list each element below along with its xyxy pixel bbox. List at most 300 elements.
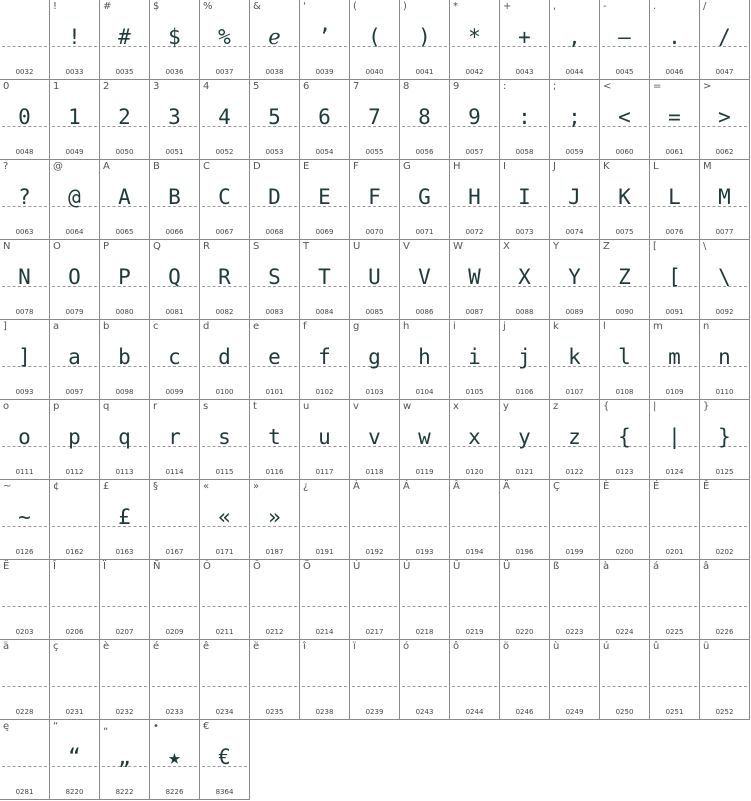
glyph-cell	[0, 80, 50, 160]
glyph-code: 0246	[515, 708, 534, 716]
glyph-cell-label: Z	[603, 241, 610, 252]
glyph-cell-label: 5	[253, 81, 260, 92]
glyph-cell-label: à	[603, 561, 610, 572]
glyph-cell-label: É	[653, 481, 660, 492]
glyph-cell-label: #	[103, 1, 112, 12]
glyph-cell-label: ö	[503, 641, 510, 652]
glyph-sample: u	[318, 425, 331, 449]
glyph-code: 0123	[615, 468, 634, 476]
glyph-cell-label: ,	[553, 1, 557, 12]
glyph-cell-label: ę	[3, 721, 10, 732]
glyph-code: 0059	[565, 148, 584, 156]
glyph-cell-label: ?	[3, 161, 9, 172]
glyph-cell	[550, 240, 600, 320]
glyph-cell	[450, 480, 500, 560]
glyph-code: 0083	[265, 308, 284, 316]
glyph-code: 0121	[515, 468, 534, 476]
glyph-sample: Q	[168, 265, 181, 289]
glyph-sample: 8	[418, 105, 431, 129]
glyph-sample	[650, 500, 699, 534]
glyph-sample: U	[368, 265, 381, 289]
glyph-code: 0097	[65, 388, 84, 396]
glyph-cell-label: 4	[203, 81, 210, 92]
glyph-cell	[700, 160, 750, 240]
glyph-cell-label: B	[153, 161, 160, 172]
glyph-cell	[500, 80, 550, 160]
glyph-sample	[400, 580, 449, 614]
glyph-cell-label: ç	[53, 641, 59, 652]
glyph-cell	[300, 160, 350, 240]
glyph-cell	[250, 240, 300, 320]
glyph-code: 0111	[15, 468, 34, 476]
glyph-code: 0114	[165, 468, 184, 476]
glyph-cell-label: R	[203, 241, 210, 252]
glyph-code: 0187	[265, 548, 284, 556]
glyph-sample: €	[218, 745, 231, 769]
glyph-cell	[500, 480, 550, 560]
glyph-cell-label: G	[403, 161, 411, 172]
glyph-sample	[550, 500, 599, 534]
glyph-sample: K	[618, 185, 631, 209]
glyph-cell-label: „	[103, 721, 109, 732]
glyph-cell	[250, 160, 300, 240]
glyph-code: 0052	[215, 148, 234, 156]
glyph-code: 0211	[215, 628, 234, 636]
glyph-code: 0194	[465, 548, 484, 556]
glyph-cell	[0, 320, 50, 400]
glyph-cell	[600, 0, 650, 80]
glyph-cell	[550, 480, 600, 560]
glyph-code: 0126	[15, 548, 34, 556]
glyph-code: 0105	[465, 388, 484, 396]
glyph-cell-label: >	[703, 81, 712, 92]
glyph-cell	[350, 240, 400, 320]
glyph-code: 0039	[315, 68, 334, 76]
glyph-code: 0239	[365, 708, 384, 716]
glyph-cell	[300, 80, 350, 160]
glyph-sample: 1	[68, 105, 81, 129]
glyph-cell	[250, 0, 300, 80]
glyph-cell-label: ï	[353, 641, 356, 652]
glyph-code: 8220	[65, 788, 84, 796]
glyph-cell	[100, 240, 150, 320]
glyph-sample: /	[718, 25, 731, 49]
glyph-cell-label: /	[703, 1, 707, 12]
glyph-cell	[400, 640, 450, 720]
glyph-cell	[600, 640, 650, 720]
glyph-cell	[350, 80, 400, 160]
glyph-cell-label: Ñ	[153, 561, 161, 572]
glyph-sample	[600, 660, 649, 694]
glyph-sample: ℯ	[268, 25, 281, 49]
glyph-cell	[250, 80, 300, 160]
glyph-sample: }	[718, 425, 731, 449]
glyph-cell	[200, 160, 250, 240]
glyph-sample: 7	[368, 105, 381, 129]
glyph-cell-label: ä	[3, 641, 10, 652]
glyph-cell	[500, 0, 550, 80]
glyph-code: 0171	[215, 548, 234, 556]
glyph-sample	[0, 580, 49, 614]
glyph-cell-label: )	[403, 1, 407, 12]
glyph-cell	[400, 560, 450, 640]
glyph-cell	[400, 320, 450, 400]
glyph-sample: Z	[618, 265, 631, 289]
glyph-sample: :	[518, 105, 531, 129]
glyph-sample	[300, 500, 349, 534]
glyph-cell	[500, 560, 550, 640]
glyph-sample: f	[318, 345, 331, 369]
glyph-cell-label: a	[53, 321, 60, 332]
glyph-sample: x	[468, 425, 481, 449]
glyph-sample	[500, 660, 549, 694]
glyph-code: 0234	[215, 708, 234, 716]
glyph-code: 0119	[415, 468, 434, 476]
glyph-code: 0101	[265, 388, 284, 396]
glyph-cell-label: {	[603, 401, 610, 412]
glyph-cell	[300, 640, 350, 720]
glyph-cell-label: W	[453, 241, 463, 252]
glyph-cell	[200, 400, 250, 480]
glyph-cell-label: J	[553, 161, 556, 172]
glyph-cell	[150, 480, 200, 560]
glyph-code: 0162	[65, 548, 84, 556]
glyph-sample: £	[118, 505, 131, 529]
glyph-code: 0107	[565, 388, 584, 396]
glyph-cell	[100, 480, 150, 560]
glyph-sample: h	[418, 345, 431, 369]
glyph-cell-label: Y	[553, 241, 560, 252]
glyph-code: 0191	[315, 548, 334, 556]
glyph-code: 0074	[565, 228, 584, 236]
glyph-cell	[650, 320, 700, 400]
glyph-cell	[300, 0, 350, 80]
glyph-code: 0057	[465, 148, 484, 156]
glyph-sample: $	[168, 25, 181, 49]
glyph-cell	[250, 480, 300, 560]
glyph-code: 0252	[715, 708, 734, 716]
glyph-cell	[300, 320, 350, 400]
glyph-cell-label: Ü	[503, 561, 511, 572]
glyph-sample: 2	[118, 105, 131, 129]
glyph-cell	[200, 80, 250, 160]
glyph-cell-label: P	[103, 241, 110, 252]
glyph-sample: c	[168, 345, 181, 369]
glyph-code: 0071	[415, 228, 434, 236]
glyph-cell	[150, 240, 200, 320]
glyph-cell	[650, 80, 700, 160]
glyph-sample: p	[68, 425, 81, 449]
glyph-sample: i	[468, 345, 481, 369]
glyph-sample	[150, 500, 199, 534]
glyph-cell	[450, 560, 500, 640]
glyph-cell	[350, 160, 400, 240]
glyph-cell-label: U	[353, 241, 361, 252]
glyph-sample: b	[118, 345, 131, 369]
glyph-cell-label: Ô	[253, 561, 261, 572]
glyph-sample: #	[118, 25, 131, 49]
glyph-cell-label: O	[53, 241, 61, 252]
glyph-sample: P	[118, 265, 131, 289]
glyph-cell-label: è	[103, 641, 110, 652]
glyph-sample: R	[218, 265, 231, 289]
glyph-cell-label: &	[253, 1, 261, 12]
glyph-code: 0040	[365, 68, 384, 76]
glyph-cell	[500, 400, 550, 480]
glyph-code: 0218	[415, 628, 434, 636]
glyph-cell-label: ;	[553, 81, 557, 92]
glyph-cell	[100, 320, 150, 400]
glyph-sample	[200, 660, 249, 694]
glyph-code: 0091	[665, 308, 684, 316]
glyph-cell	[700, 0, 750, 80]
glyph-code: 0196	[515, 548, 534, 556]
glyph-sample: 3	[168, 105, 181, 129]
glyph-cell-label: s	[203, 401, 209, 412]
glyph-cell	[350, 0, 400, 80]
glyph-code: 0067	[215, 228, 234, 236]
glyph-sample: z	[568, 425, 581, 449]
glyph-cell-label: =	[653, 81, 662, 92]
glyph-cell-label: Ú	[403, 561, 411, 572]
glyph-sample	[450, 500, 499, 534]
glyph-sample: 0	[18, 105, 31, 129]
glyph-cell-label: h	[403, 321, 410, 332]
glyph-code: 0225	[665, 628, 684, 636]
glyph-cell	[550, 400, 600, 480]
glyph-cell	[250, 640, 300, 720]
glyph-code: 0062	[715, 148, 734, 156]
glyph-sample: 9	[468, 105, 481, 129]
glyph-cell	[150, 0, 200, 80]
glyph-sample: „	[118, 745, 131, 769]
glyph-code: 0055	[365, 148, 384, 156]
glyph-cell-label: o	[3, 401, 10, 412]
glyph-code: 8226	[165, 788, 184, 796]
glyph-cell	[350, 400, 400, 480]
glyph-cell-label: E	[303, 161, 310, 172]
glyph-cell-label: Ë	[3, 561, 10, 572]
glyph-cell	[650, 240, 700, 320]
glyph-code: 0056	[415, 148, 434, 156]
glyph-cell	[350, 320, 400, 400]
glyph-cell	[100, 80, 150, 160]
glyph-code: 0086	[415, 308, 434, 316]
glyph-sample: ’	[318, 25, 331, 49]
glyph-cell	[550, 80, 600, 160]
glyph-cell	[600, 240, 650, 320]
glyph-sample: N	[18, 265, 31, 289]
glyph-code: 0212	[265, 628, 284, 636]
glyph-sample: »	[268, 505, 281, 529]
glyph-cell	[550, 320, 600, 400]
glyph-code: 0117	[315, 468, 334, 476]
glyph-cell	[650, 0, 700, 80]
glyph-sample: (	[368, 25, 381, 49]
glyph-code: 0224	[615, 628, 634, 636]
glyph-code: 0085	[365, 308, 384, 316]
glyph-sample: M	[718, 185, 731, 209]
glyph-cell-label: T	[303, 241, 310, 252]
glyph-code: 0068	[265, 228, 284, 236]
glyph-sample: ~	[18, 505, 31, 529]
glyph-sample	[150, 580, 199, 614]
glyph-sample: L	[668, 185, 681, 209]
glyph-sample	[500, 580, 549, 614]
glyph-code: 0072	[465, 228, 484, 236]
glyph-sample: C	[218, 185, 231, 209]
glyph-cell	[300, 400, 350, 480]
glyph-sample	[600, 500, 649, 534]
glyph-code: 0206	[65, 628, 84, 636]
glyph-cell	[550, 0, 600, 80]
glyph-cell-label: ê	[203, 641, 210, 652]
glyph-cell	[500, 240, 550, 320]
glyph-sample: I	[518, 185, 531, 209]
glyph-cell-label: x	[453, 401, 459, 412]
glyph-cell-label: $	[153, 1, 160, 12]
glyph-code: 0214	[315, 628, 334, 636]
glyph-cell	[100, 0, 150, 80]
glyph-cell-label: +	[503, 1, 512, 12]
glyph-cell-label: @	[53, 161, 63, 172]
glyph-sample	[0, 740, 49, 774]
glyph-sample	[50, 500, 99, 534]
glyph-code: 0065	[115, 228, 134, 236]
glyph-cell	[200, 560, 250, 640]
glyph-cell	[450, 240, 500, 320]
glyph-cell-label: Û	[453, 561, 461, 572]
glyph-cell	[500, 640, 550, 720]
glyph-sample	[50, 580, 99, 614]
glyph-cell-label: %	[203, 1, 213, 12]
glyph-cell	[0, 240, 50, 320]
glyph-code: 0167	[165, 548, 184, 556]
glyph-cell-label: «	[203, 481, 210, 492]
glyph-cell-label: }	[703, 401, 710, 412]
glyph-code: 0090	[615, 308, 634, 316]
glyph-cell	[150, 80, 200, 160]
glyph-sample: –	[618, 25, 631, 49]
glyph-code: 0058	[515, 148, 534, 156]
glyph-code: 0209	[165, 628, 184, 636]
glyph-cell	[550, 640, 600, 720]
glyph-cell	[50, 560, 100, 640]
glyph-cell	[650, 160, 700, 240]
glyph-code: 0249	[565, 708, 584, 716]
glyph-sample: >	[718, 105, 731, 129]
glyph-code: 0038	[265, 68, 284, 76]
glyph-cell-label: 2	[103, 81, 110, 92]
glyph-cell-label: F	[353, 161, 359, 172]
glyph-cell	[700, 560, 750, 640]
glyph-cell	[200, 0, 250, 80]
glyph-cell-label: (	[353, 1, 357, 12]
glyph-sample: \	[718, 265, 731, 289]
glyph-sample: ?	[18, 185, 31, 209]
glyph-code: 0079	[65, 308, 84, 316]
glyph-sample: [	[668, 265, 681, 289]
glyph-cell-label: “	[53, 721, 59, 732]
glyph-cell	[50, 240, 100, 320]
glyph-cell-label: :	[503, 81, 507, 92]
glyph-cell-label: u	[303, 401, 310, 412]
glyph-code: 0108	[615, 388, 634, 396]
glyph-sample: %	[218, 25, 231, 49]
glyph-cell-label: ú	[603, 641, 610, 652]
glyph-code: 0060	[615, 148, 634, 156]
glyph-code: 0035	[115, 68, 134, 76]
glyph-cell	[400, 400, 450, 480]
glyph-sample	[550, 580, 599, 614]
glyph-cell	[50, 480, 100, 560]
glyph-code: 0226	[715, 628, 734, 636]
glyph-code: 0078	[15, 308, 34, 316]
glyph-code: 0076	[665, 228, 684, 236]
glyph-cell	[50, 720, 100, 800]
glyph-cell-label: N	[3, 241, 11, 252]
glyph-sample: d	[218, 345, 231, 369]
glyph-cell-label: â	[703, 561, 710, 572]
glyph-code: 0041	[415, 68, 434, 76]
glyph-cell-label: L	[653, 161, 659, 172]
glyph-cell-label: Á	[403, 481, 410, 492]
glyph-sample: !	[68, 25, 81, 49]
glyph-code: 0244	[465, 708, 484, 716]
glyph-code: 0202	[715, 548, 734, 556]
glyph-code: 0103	[365, 388, 384, 396]
glyph-cell	[0, 480, 50, 560]
glyph-cell	[450, 400, 500, 480]
glyph-sample: A	[118, 185, 131, 209]
glyph-cell-label: Ê	[703, 481, 710, 492]
glyph-cell-label: z	[553, 401, 559, 412]
glyph-sample: O	[68, 265, 81, 289]
glyph-sample: E	[318, 185, 331, 209]
glyph-cell	[600, 560, 650, 640]
glyph-cell	[0, 0, 50, 80]
glyph-cell	[600, 400, 650, 480]
glyph-cell-label: e	[253, 321, 260, 332]
glyph-cell-label: ô	[453, 641, 460, 652]
glyph-code: 0032	[15, 68, 34, 76]
glyph-code: 0200	[615, 548, 634, 556]
glyph-code: 0281	[15, 788, 34, 796]
glyph-cell-label: d	[203, 321, 210, 332]
glyph-cell-label: *	[453, 1, 458, 12]
glyph-cell-label: ë	[253, 641, 260, 652]
glyph-code: 0110	[715, 388, 734, 396]
glyph-sample: @	[68, 185, 81, 209]
glyph-cell-label: S	[253, 241, 260, 252]
glyph-sample	[550, 660, 599, 694]
glyph-code: 0233	[165, 708, 184, 716]
glyph-cell	[350, 560, 400, 640]
glyph-cell-label: û	[653, 641, 660, 652]
glyph-code: 0051	[165, 148, 184, 156]
glyph-sample	[500, 500, 549, 534]
glyph-cell-label: €	[203, 721, 210, 732]
glyph-cell-label: ù	[553, 641, 560, 652]
glyph-code: 0235	[265, 708, 284, 716]
glyph-cell	[50, 400, 100, 480]
glyph-sample	[400, 500, 449, 534]
glyph-code: 0113	[115, 468, 134, 476]
glyph-cell	[450, 0, 500, 80]
glyph-cell	[450, 80, 500, 160]
glyph-cell	[150, 400, 200, 480]
glyph-cell-label: î	[303, 641, 306, 652]
